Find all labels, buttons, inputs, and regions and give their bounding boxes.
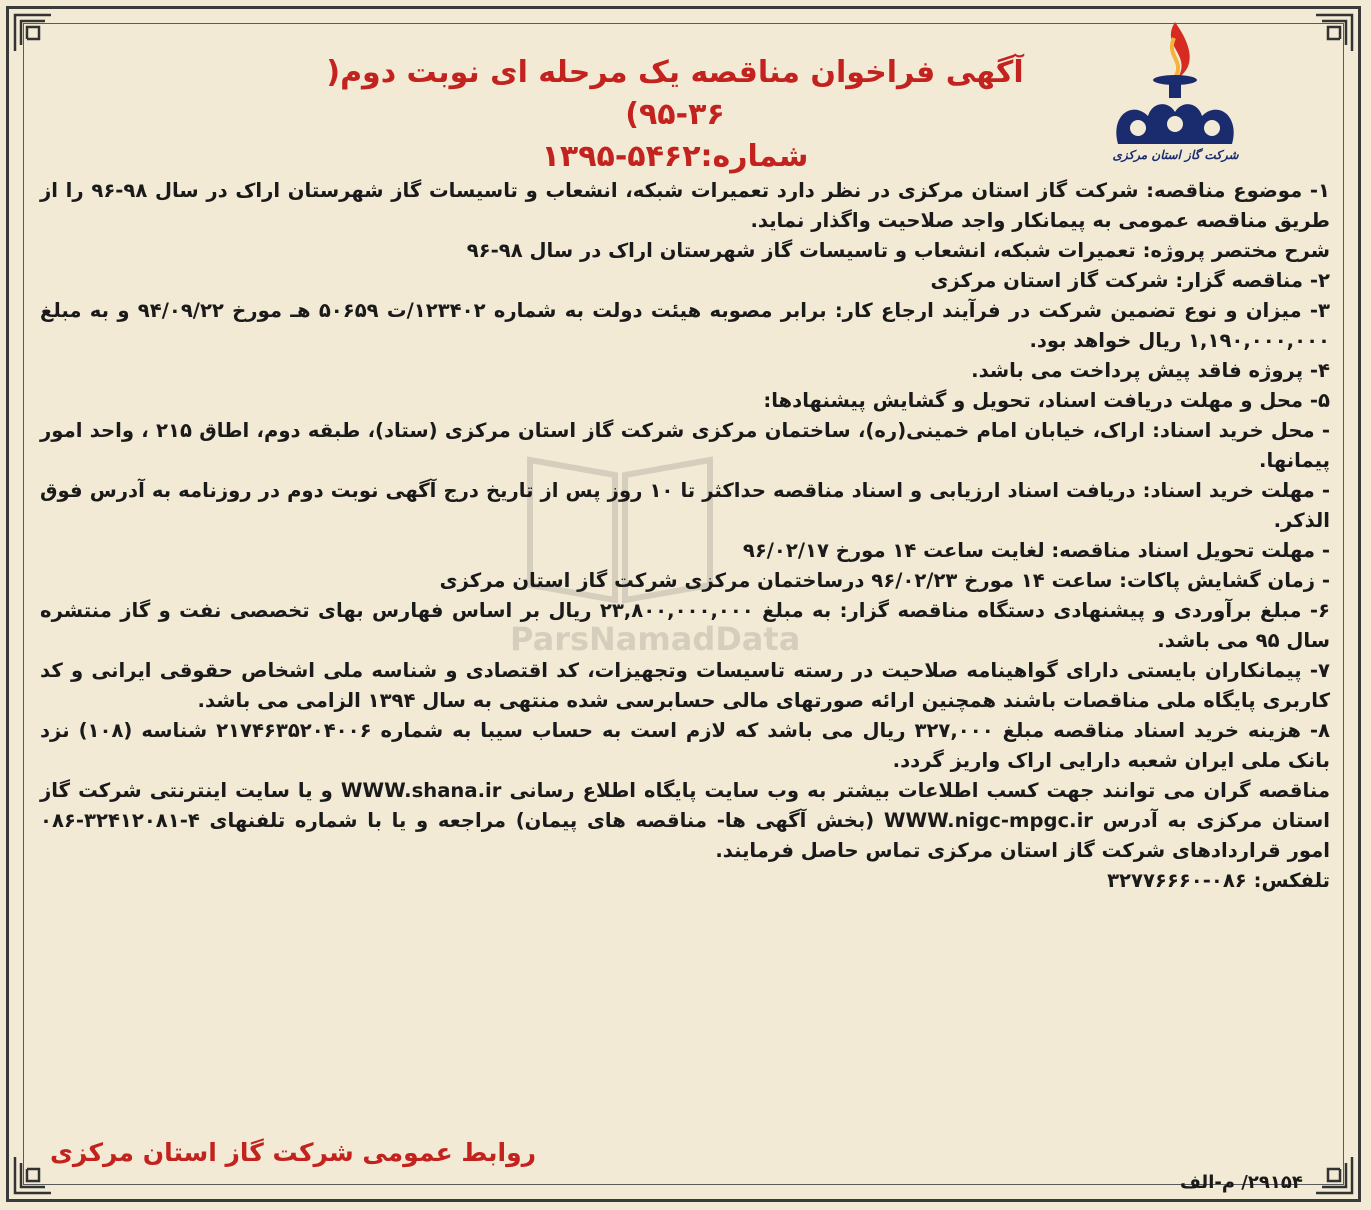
clause-fee: ۸- هزینه خرید اسناد مناقصه مبلغ ۳۲۷,۰۰۰ ریال می باشد که لازم است به حساب سیبا به شماره ۲۱۷۴۶۳۵۲۰۴۰۰۶ شناسه (۱۰۸) نزد بانک ملی ایران شعبه دارایی اراک واریز گردد. (40, 719, 1330, 772)
ad-code: ۲۹۱۵۴/ م-الف (1180, 1172, 1303, 1193)
info-text-b: و یا سایت اینترنتی شرکت گاز استان مرکزی به آدرس (40, 779, 1330, 832)
purchase-location: - محل خرید اسناد: اراک، خیابان امام خمینی(ره)، ساختمان مرکزی شرکت گاز استان مرکزی (ستاد)، طبقه دوم، اطاق ۲۱۵ ، واحد امور پیمانها. (40, 419, 1331, 472)
watermark-text: ParsNamadData (510, 620, 801, 658)
corner-ornament-icon (13, 1155, 53, 1195)
delivery-deadline: - مهلت تحویل اسناد مناقصه: لغایت ساعت ۱۴ مورخ ۹۶/۰۲/۱۷ (742, 539, 1330, 562)
logo-caption: شرکت گاز استان مرکزی (1112, 148, 1239, 162)
clause-estimate: ۶- مبلغ برآوردی و پیشنهادی دستگاه مناقصه گزار: به مبلغ ۲۳,۸۰۰,۰۰۰,۰۰۰ ریال بر اساس فهارس بهای تخصصی نفت و گاز منتشره سال ۹۵ می باشد. (40, 599, 1330, 652)
opening-time: - زمان گشایش پاکات: ساعت ۱۴ مورخ ۹۶/۰۲/۲۳ درساختمان مرکزی شرکت گاز استان مرکزی (439, 569, 1330, 592)
notice-title: آگهی فراخوان مناقصه یک مرحله ای نوبت دوم( ۳۶-۹۵) (326, 55, 1024, 132)
clause-tenderer: ۲- مناقصه گزار: شرکت گاز استان مرکزی (930, 269, 1330, 292)
purchase-deadline: - مهلت خرید اسناد: دریافت اسناد ارزیابی و اسناد مناقصه حداکثر تا ۱۰ روز پس از تاریخ درج آگهی نوبت دوم در روزنامه به آدرس فوق الذکر. (40, 479, 1330, 532)
project-summary: شرح مختصر پروژه: تعمیرات شبکه، انشعاب و تاسیسات گاز شهرستان اراک در سال ۹۸-۹۶ (466, 239, 1330, 262)
telefax: تلفکس: ۰۸۶-۳۲۷۷۶۶۶۰ (1107, 869, 1330, 892)
clause-subject: ۱- موضوع مناقصه: شرکت گاز استان مرکزی در نظر دارد تعمیرات شبکه، انشعاب و تاسیسات گاز شهرستان اراک در سال ۹۸-۹۶ را از طریق مناقصه عمومی به پیمانکار واجد صلاحیت واگذار نماید. (40, 179, 1330, 232)
clause-documents: ۵- محل و مهلت دریافت اسناد، تحویل و گشایش پیشنهادها: (763, 389, 1330, 412)
info-text-c: (بخش آگهی ها- مناقصه های پیمان) مراجعه و یا با شماره تلفنهای ۴-۳۲۴۱۲۰۸۱-۰۸۶ امور قراردادهای شرکت گاز استان مرکزی تماس حاصل فرمایند. (40, 809, 1330, 862)
public-relations-signature: روابط عمومی شرکت گاز استان مرکزی (50, 1138, 537, 1167)
corner-ornament-icon (1314, 13, 1354, 53)
nigc-link[interactable]: WWW.nigc-mpgc.ir (883, 809, 1093, 832)
corner-ornament-icon (1314, 1155, 1354, 1195)
notice-headline (280, 52, 1070, 178)
clause-prepayment: ۴- پروژه فاقد پیش پرداخت می باشد. (971, 359, 1330, 382)
info-text-a: مناقصه گران می توانند جهت کسب اطلاعات بیشتر به وب سایت پایگاه اطلاع رسانی (509, 779, 1331, 802)
clause-guarantee: ۳- میزان و نوع تضمین شرکت در فرآیند ارجاع کار: برابر مصوبه هیئت دولت به شماره ۱۲۳۴۰۲/ت ۵۰۶۵۹ هـ مورخ ۹۴/۰۹/۲۲ و به مبلغ ۱,۱۹۰,۰۰۰,۰۰۰ ریال خواهد بود. (40, 299, 1330, 352)
notice-body (40, 176, 1330, 896)
clause-qualifications: ۷- پیمانکاران بایستی دارای گواهینامه صلاحیت در رسته تاسیسات وتجهیزات، کد اقتصادی و شناسه ملی اشخاص حقوقی ایرانی و کد کاربری پایگاه ملی مناقصات باشند همچنین ارائه صورتهای مالی حسابرسی شده منتهی به سال ۱۳۹۴ الزامی می باشد. (40, 659, 1330, 712)
notice-number: شماره:۵۴۶۲-۱۳۹۵ (541, 139, 809, 174)
shana-link[interactable]: WWW.shana.ir (340, 779, 502, 802)
corner-ornament-icon (13, 13, 53, 53)
info-paragraph (40, 776, 1330, 866)
